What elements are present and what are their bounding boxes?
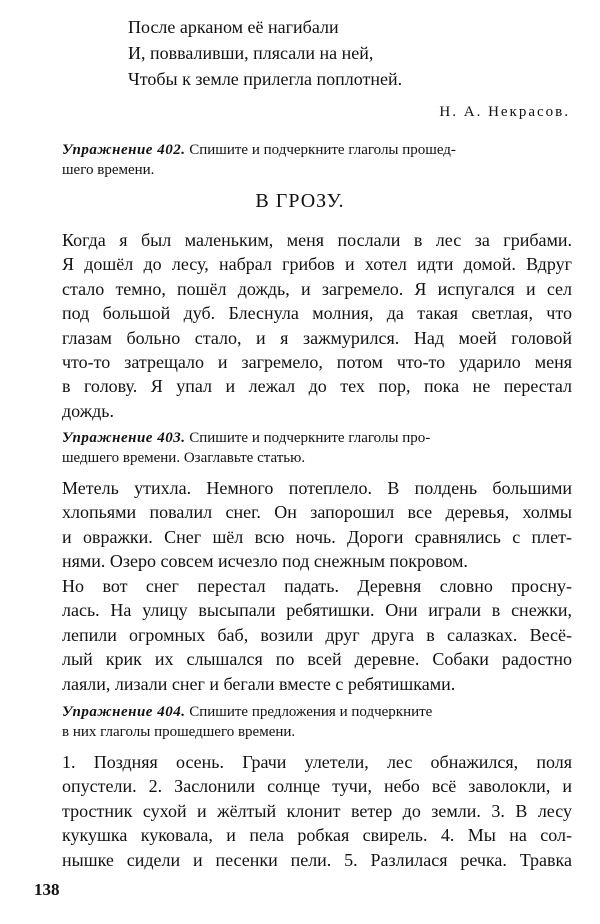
exercise-403-instruction-cont: шедшего времени. Озаглавьте статью. [62,450,306,466]
text-line: лась. На улицу высыпали ребятишки. Они играли в снежки, [62,600,572,621]
poem-line: Чтобы к земле прилегла поплотней. [128,69,403,89]
exercise-403 [62,428,572,468]
text-line: Но вот снег перестал падать. Деревня словно просну- [62,576,572,596]
story-line: в голову. Я упал и лежал до тех пор, пока не перестал [62,376,572,397]
text-line: кукушка куковала, и пела робкая свирель. 4. Мы на сол- [62,825,572,846]
text-line: опустели. 2. Заслонили солнце тучи, небо всё заволокли, и [62,776,572,797]
exercise-402-label: Упражнение 402. [62,142,186,158]
text-line: лаяли, лизали снег и бегали вместе с ребятишками. [62,673,456,694]
story-line: Когда я был маленьким, меня послали в лес за грибами. [62,230,572,250]
story-line: глазам больно стало, и я зажмурился. Над моей головой [62,327,572,348]
exercise-402 [62,140,572,180]
exercise-403-instruction: Спишите и подчеркните глаголы про- [189,430,431,446]
text-line: Метель утихла. Немного потеплело. В полдень большими [62,478,572,498]
text-line: хлопьями повалил снег. Он запорошил все деревья, холмы [62,502,572,523]
text-line: и овражки. Снег шёл всю ночь. Дороги сравнялись с плет- [62,526,572,547]
exercise-402-instruction: Спишите и подчеркните глаголы прошед- [189,142,456,158]
exercise-404-label: Упражнение 404. [62,704,186,720]
story-text [62,228,572,423]
story-line: под большой дуб. Блеснула молния, да такая светлая, что [62,303,572,324]
exercise-404-text [62,750,572,872]
story-title: В ГРОЗУ. [255,190,345,212]
story-line: стало темно, пошёл дождь, и загремело. Я испугался и сел [62,278,572,299]
text-line: нышке сидели и песенки пели. 5. Разлилася речка. Травка [62,849,572,870]
poem-author: Н. А. Некрасов. [439,104,570,120]
exercise-404-instruction-cont: в них глаголы прошедшего времени. [62,724,296,740]
exercise-403-label: Упражнение 403. [62,430,186,446]
exercise-402-instruction-cont: шего времени. [62,162,155,178]
text-line: нями. Озеро совсем исчезло под снежным покровом. [62,551,468,572]
story-line: Я дошёл до лесу, набрал грибов и хотел идти домой. Вдруг [62,254,572,275]
text-line: 1. Поздняя осень. Грачи улетели, лес обнажился, поля [62,752,572,772]
exercise-404-instruction: Спишите предложения и подчеркните [189,704,433,720]
text-line: лый крик их слышался по всей деревне. Собаки радостно [62,649,572,670]
exercise-403-text-paragraph-2 [62,574,572,696]
story-line: дождь. [62,400,115,421]
exercise-403-text-paragraph-1 [62,476,572,574]
text-line: тростник сухой и жёлтый клонит ветер до земли. 3. В лесу [62,800,572,821]
poem-line: После арканом её нагибали [128,17,339,37]
exercise-404 [62,702,572,742]
page-number: 138 [34,880,60,899]
story-line: что-то затрещало и загремело, потом что-то ударило меня [62,352,572,373]
text-line: лепили огромных баб, возили друг друга в салазках. Весё- [62,624,572,645]
poem-line: И, повваливши, плясали на ней, [128,43,374,63]
poem-excerpt [128,14,568,92]
